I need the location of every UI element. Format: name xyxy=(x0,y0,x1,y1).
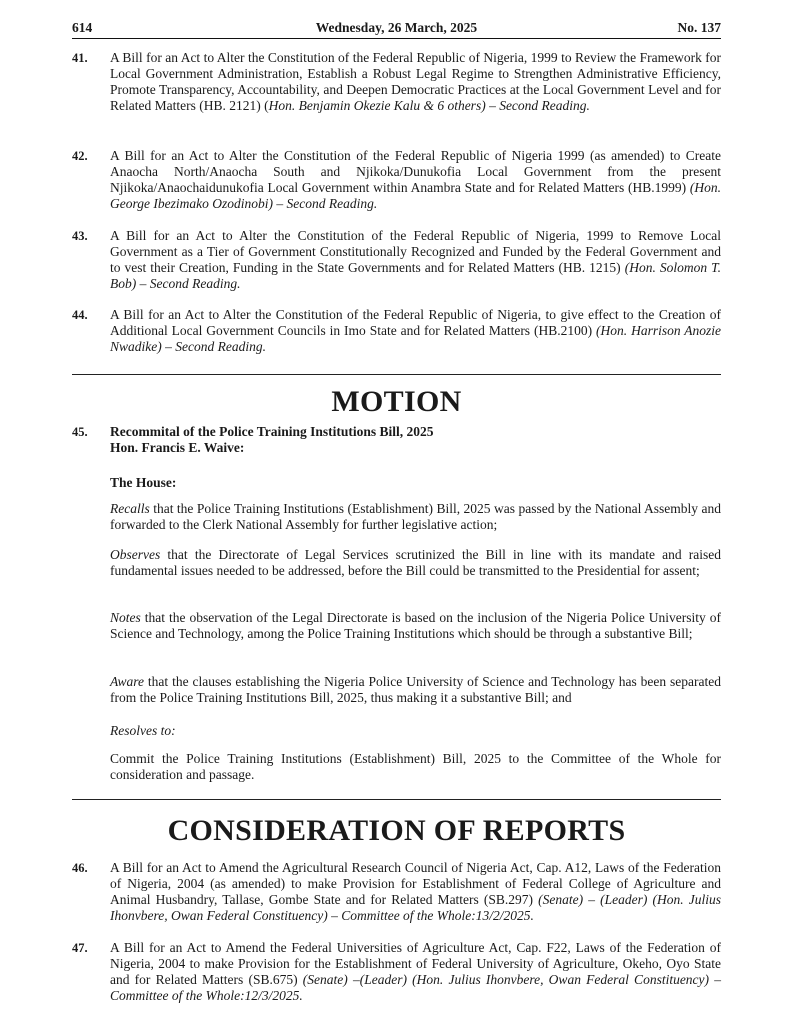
item-text: A Bill for an Act to Alter the Constitution of the Federal Republic of Nigeria 1999 (as amended) to Create Anaocha North/Anaocha South and Njikoka/Dunukofia Local Government from the present Njikoka/Anaochaidunukofia Local Government within Anambra State and for Related Matters (HB.1999) (Hon. George Ibezimako Ozodinobi) – Second Reading. xyxy=(110,148,721,211)
sponsor-text: (Senate) –(Leader) (Hon. Julius Ihonvbere, Owan Federal Constituency) – Committee of the Whole:12/3/2025. xyxy=(110,972,721,1003)
item-number: 46. xyxy=(72,861,88,875)
reports-heading: CONSIDERATION OF REPORTS xyxy=(167,814,626,847)
sponsor-text: (Hon. George Ibezimako Ozodinobi) – Second Reading. xyxy=(110,180,721,211)
house-label: The House: xyxy=(110,475,177,490)
item-number: 43. xyxy=(72,229,88,243)
bill-item-43 xyxy=(72,228,721,292)
item-number: 45. xyxy=(72,425,88,439)
bill-item-44 xyxy=(72,307,721,355)
item-number: 41. xyxy=(72,51,88,65)
sponsor-text: (Hon. Solomon T. Bob) – Second Reading. xyxy=(110,260,721,291)
bill-item-41 xyxy=(72,50,721,114)
report-item-46 xyxy=(72,860,721,924)
item-text: A Bill for an Act to Amend the Federal Universities of Agriculture Act, Cap. F22, Laws of the Federation of Nigeria, 2004 to make Provision for the Establishment of Federal University of Agriculture, Okeho, Oyo State and for Related Matters (SB.675) (Senate) –(Leader) (Hon. Julius Ihonvbere, Owan Federal Constituency) – Committee of the Whole:12/3/2025. xyxy=(110,940,721,1003)
section-divider xyxy=(72,799,721,800)
sponsor-text: (Senate) – (Leader) (Hon. Julius Ihonvbere, Owan Federal Constituency) – Committee of the Whole:13/2/2025. xyxy=(110,892,721,923)
motion-paragraph-aware: Aware that the clauses establishing the Nigeria Police University of Science and Technology has been separated from the Police Training Institutions Bill, 2025, thus making it a substantive Bill; and xyxy=(110,674,721,705)
motion-title-block xyxy=(72,424,721,456)
motion-title: Recommital of the Police Training Institutions Bill, 2025 xyxy=(110,424,434,439)
motion-paragraph-recalls: Recalls that the Police Training Institutions (Establishment) Bill, 2025 was passed by the National Assembly and forwarded to the Clerk National Assembly for further legislative action; xyxy=(110,501,721,532)
motion-heading: MOTION xyxy=(331,385,462,418)
item-number: 44. xyxy=(72,308,88,322)
item-number: 47. xyxy=(72,941,88,955)
item-number: 42. xyxy=(72,149,88,163)
issue-date: Wednesday, 26 March, 2025 xyxy=(315,20,478,35)
motion-paragraph-notes: Notes that the observation of the Legal Directorate is based on the inclusion of the Nigeria Police University of Science and Technology, among the Police Training Institutions which should be through a substantive Bill; xyxy=(110,610,721,641)
item-text: A Bill for an Act to Alter the Constitution of the Federal Republic of Nigeria, 1999 to Review the Framework for Local Government Administration, Establish a Robust Legal Regime to Strengthen Administrative Efficiency, Promote Transparency, Accountability, and Deepen Democratic Practices at the Local Government Level and for Related Matters (HB. 2121) (Hon. Benjamin Okezie Kalu & 6 others) – Second Reading. xyxy=(110,50,721,113)
bill-item-42 xyxy=(72,148,721,212)
item-text: A Bill for an Act to Amend the Agricultural Research Council of Nigeria Act, Cap. A12, Laws of the Federation of Nigeria, 2004 (as amended) to make Provision for Establishment of Federal College of Agriculture and Animal Husbandry, Tallase, Gombe State and for Related Matters (SB.297) (Senate) – (Leader) (Hon. Julius Ihonvbere, Owan Federal Constituency) – Committee of the Whole:13/2/2025. xyxy=(110,860,721,923)
motion-mover: Hon. Francis E. Waive: xyxy=(110,440,245,455)
motion-paragraph-observes: Observes that the Directorate of Legal Services scrutinized the Bill in line with its mandate and raised fundamental issues needed to be addressed, before the Bill could be transmitted to the Presidential for assent; xyxy=(110,547,721,578)
item-text: A Bill for an Act to Alter the Constitution of the Federal Republic of Nigeria, 1999 to Remove Local Government as a Tier of Government Constitutionally Recognized and Funded by the Federal Government and to vest their Creation, Funding in the State Governments and for Related Matters (HB. 1215) (Hon. Solomon T. Bob) – Second Reading. xyxy=(110,228,721,291)
sponsor-text: (Hon. Harrison Anozie Nwadike) – Second Reading. xyxy=(110,323,721,354)
section-divider xyxy=(72,374,721,375)
issue-number: No. 137 xyxy=(677,20,721,35)
page-header xyxy=(72,18,721,39)
item-text: A Bill for an Act to Alter the Constitution of the Federal Republic of Nigeria, to give effect to the Creation of Additional Local Government Councils in Imo State and for Related Matters (HB.2100) (Hon. Harrison Anozie Nwadike) – Second Reading. xyxy=(110,307,721,354)
report-item-47 xyxy=(72,940,721,1004)
sponsor-text: Hon. Benjamin Okezie Kalu & 6 others) – Second Reading. xyxy=(268,98,590,113)
page-number: 614 xyxy=(72,20,93,35)
resolution-text: Commit the Police Training Institutions (Establishment) Bill, 2025 to the Committee of the Whole for consideration and passage. xyxy=(110,751,721,782)
resolves-label: Resolves to: xyxy=(110,723,176,738)
